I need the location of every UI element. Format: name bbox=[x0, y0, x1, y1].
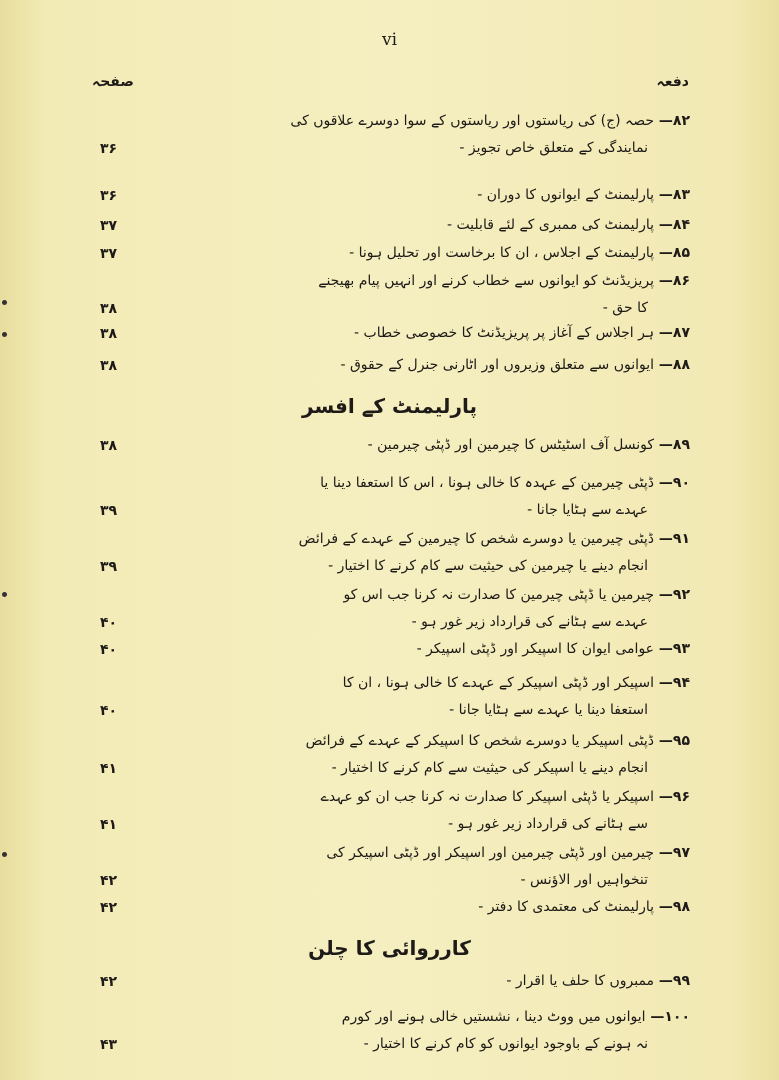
toc-entry-text bbox=[190, 1004, 690, 1058]
toc-entry-line bbox=[190, 352, 690, 379]
toc-entry-line bbox=[190, 968, 690, 995]
section-number: ۹۶— bbox=[654, 789, 690, 805]
section-number: ۹۰— bbox=[654, 475, 690, 491]
toc-entry-line bbox=[190, 582, 690, 609]
page-number: ۳۹ bbox=[100, 503, 118, 519]
section-title: کا حق - bbox=[602, 300, 648, 316]
section-title: انجام دینے یا چیرمین کی حیثیت سے کام کرنے کا اختیار - bbox=[328, 558, 648, 574]
section-title: اسپیکر یا ڈپٹی اسپیکر کا صدارت نہ کرنا جب ان کو عہدے bbox=[320, 789, 655, 805]
toc-entry-line bbox=[190, 894, 690, 921]
toc-entry-line bbox=[190, 1004, 690, 1031]
margin-mark bbox=[2, 300, 7, 305]
toc-entry-text bbox=[190, 582, 690, 636]
section-title: اسپیکر اور ڈپٹی اسپیکر کے عہدے کا خالی ہونا ، ان کا bbox=[342, 675, 655, 691]
section-number: ۸۵— bbox=[654, 245, 690, 261]
section-number: ۹۴— bbox=[654, 675, 690, 691]
section-number: ۸۶— bbox=[654, 273, 690, 289]
page-number: ۳۶ bbox=[100, 188, 118, 204]
margin-mark bbox=[2, 852, 7, 857]
page-number: ۳۶ bbox=[100, 141, 118, 157]
section-number: ۸۴— bbox=[654, 217, 690, 233]
margin-mark bbox=[2, 592, 7, 597]
section-title: نمایندگی کے متعلق خاص تجویز - bbox=[459, 140, 648, 156]
section-title: ہر اجلاس کے آغاز پر پریزیڈنٹ کا خصوصی خطاب - bbox=[354, 325, 655, 341]
section-title: پارلیمنٹ کی ممبری کے لئے قابلیت - bbox=[446, 217, 655, 233]
section-title: تنخواہیں اور الاؤنس - bbox=[520, 872, 648, 888]
toc-entry-text bbox=[190, 352, 690, 379]
toc-entry-text bbox=[190, 526, 690, 580]
page-number: ۴۱ bbox=[100, 817, 118, 833]
toc-entry-text bbox=[190, 784, 690, 838]
toc-entry-line bbox=[190, 320, 690, 347]
section-title: استعفا دینا یا عہدے سے ہٹایا جانا - bbox=[449, 702, 648, 718]
section-title: انجام دینے یا اسپیکر کی حیثیت سے کام کرنے کا اختیار - bbox=[331, 760, 648, 776]
toc-entry-text bbox=[190, 728, 690, 782]
section-number: ۱۰۰— bbox=[645, 1009, 690, 1025]
toc-entry-line bbox=[190, 470, 690, 497]
section-title: عوامی ایوان کا اسپیکر اور ڈپٹی اسپیکر - bbox=[416, 641, 655, 657]
toc-entry-line bbox=[190, 268, 690, 295]
section-title: پارلیمنٹ کی معتمدی کا دفتر - bbox=[478, 899, 655, 915]
section-title: حصہ (ج) کی ریاستوں اور ریاستوں کے سوا دوسرے علاقوں کی bbox=[290, 113, 655, 129]
page-number: ۳۸ bbox=[100, 358, 118, 374]
heading-conduct-of-business: کارروائی کا چلن bbox=[308, 936, 471, 960]
toc-entry-line bbox=[190, 135, 690, 162]
toc-entry-text bbox=[190, 212, 690, 239]
page-number: ۴۰ bbox=[100, 642, 118, 658]
section-title: ایوانوں میں ووٹ دینا ، نشستیں خالی ہونے اور کورم bbox=[341, 1009, 646, 1025]
toc-entry-text bbox=[190, 432, 690, 459]
page-number: ۳۷ bbox=[100, 246, 118, 262]
toc-entry-text bbox=[190, 670, 690, 724]
section-column-header: دفعہ bbox=[656, 74, 689, 90]
section-title: نہ ہونے کے باوجود ایوانوں کو کام کرنے کا اختیار - bbox=[363, 1036, 648, 1052]
section-number: ۸۹— bbox=[654, 437, 690, 453]
page-number: ۴۲ bbox=[100, 974, 118, 990]
section-title: چیرمین اور ڈپٹی چیرمین اور اسپیکر اور ڈپٹی اسپیکر کی bbox=[326, 845, 655, 861]
toc-entry-line bbox=[190, 755, 690, 782]
section-number: ۹۵— bbox=[654, 733, 690, 749]
toc-entry-line bbox=[190, 295, 690, 322]
section-number: ۹۱— bbox=[654, 531, 690, 547]
toc-entry-line bbox=[190, 784, 690, 811]
section-title: ڈپٹی چیرمین کے عہدہ کا خالی ہونا ، اس کا استعفا دینا یا bbox=[320, 475, 655, 491]
section-number: ۹۹— bbox=[654, 973, 690, 989]
toc-entry-text bbox=[190, 182, 690, 209]
section-number: ۹۲— bbox=[654, 587, 690, 603]
toc-entry-line bbox=[190, 432, 690, 459]
toc-entry-line bbox=[190, 728, 690, 755]
page-column-header: صفحہ bbox=[92, 74, 134, 90]
section-number: ۸۷— bbox=[654, 325, 690, 341]
toc-entry-text bbox=[190, 108, 690, 162]
section-title: عہدے سے ہٹانے کی قرارداد زیر غور ہو - bbox=[411, 614, 648, 630]
toc-entry-line bbox=[190, 526, 690, 553]
page-number: ۴۲ bbox=[100, 900, 118, 916]
section-title: پریزیڈنٹ کو ایوانوں سے خطاب کرنے اور انہیں پیام بھیجنے bbox=[318, 273, 655, 289]
page-number: ۴۰ bbox=[100, 703, 118, 719]
page-number: ۳۸ bbox=[100, 326, 118, 342]
section-title: پارلیمنٹ کے ایوانوں کا دوران - bbox=[477, 187, 655, 203]
page-folio: vi bbox=[381, 30, 398, 50]
toc-entry-line bbox=[190, 182, 690, 209]
toc-entry-line bbox=[190, 553, 690, 580]
page-number: ۳۷ bbox=[100, 218, 118, 234]
section-title: ڈپٹی اسپیکر یا دوسرے شخص کا اسپیکر کے عہدے کے فرائض bbox=[305, 733, 655, 749]
section-title: چیرمین یا ڈپٹی چیرمین کا صدارت نہ کرنا جب اس کو bbox=[343, 587, 655, 603]
toc-entry-text bbox=[190, 320, 690, 347]
toc-entry-text bbox=[190, 894, 690, 921]
toc-entry-line bbox=[190, 497, 690, 524]
section-number: ۹۳— bbox=[654, 641, 690, 657]
page-number: ۳۹ bbox=[100, 559, 118, 575]
toc-entry-line bbox=[190, 867, 690, 894]
page-number: ۳۸ bbox=[100, 438, 118, 454]
section-title: ممبروں کا حلف یا اقرار - bbox=[506, 973, 655, 989]
toc-entry-text bbox=[190, 470, 690, 524]
section-number: ۸۸— bbox=[654, 357, 690, 373]
section-title: ڈپٹی چیرمین یا دوسرے شخص کا چیرمین کے عہدے کے فرائض bbox=[298, 531, 655, 547]
toc-entry-line bbox=[190, 811, 690, 838]
page-number: ۳۸ bbox=[100, 301, 118, 317]
toc-entry-text bbox=[190, 840, 690, 894]
section-title: کونسل آف اسٹیٹس کا چیرمین اور ڈپٹی چیرمین - bbox=[367, 437, 655, 453]
toc-entry-line bbox=[190, 212, 690, 239]
toc-entry-text bbox=[190, 968, 690, 995]
toc-entry-line bbox=[190, 697, 690, 724]
margin-mark bbox=[2, 332, 7, 337]
toc-entry-text bbox=[190, 268, 690, 322]
section-number: ۸۳— bbox=[654, 187, 690, 203]
section-title: ایوانوں سے متعلق وزیروں اور اٹارنی جنرل کے حقوق - bbox=[340, 357, 655, 373]
toc-entry-text bbox=[190, 240, 690, 267]
toc-entry-line bbox=[190, 609, 690, 636]
section-title: عہدے سے ہٹایا جانا - bbox=[527, 502, 648, 518]
page-number: ۴۳ bbox=[100, 1037, 118, 1053]
section-title: سے ہٹانے کی قرارداد زیر غور ہو - bbox=[448, 816, 648, 832]
toc-entry-line bbox=[190, 1031, 690, 1058]
page-number: ۴۰ bbox=[100, 615, 118, 631]
toc-entry-line bbox=[190, 636, 690, 663]
section-number: ۹۷— bbox=[654, 845, 690, 861]
toc-entry-line bbox=[190, 670, 690, 697]
toc-entry-line bbox=[190, 240, 690, 267]
section-title: پارلیمنٹ کے اجلاس ، ان کا برخاست اور تحلیل ہونا - bbox=[349, 245, 655, 261]
section-number: ۸۲— bbox=[654, 113, 690, 129]
heading-parliament-officers: پارلیمنٹ کے افسر bbox=[302, 394, 477, 418]
toc-entry-line bbox=[190, 840, 690, 867]
toc-entry-text bbox=[190, 636, 690, 663]
toc-entry-line bbox=[190, 108, 690, 135]
page-number: ۴۲ bbox=[100, 873, 118, 889]
page-number: ۴۱ bbox=[100, 761, 118, 777]
section-number: ۹۸— bbox=[654, 899, 690, 915]
